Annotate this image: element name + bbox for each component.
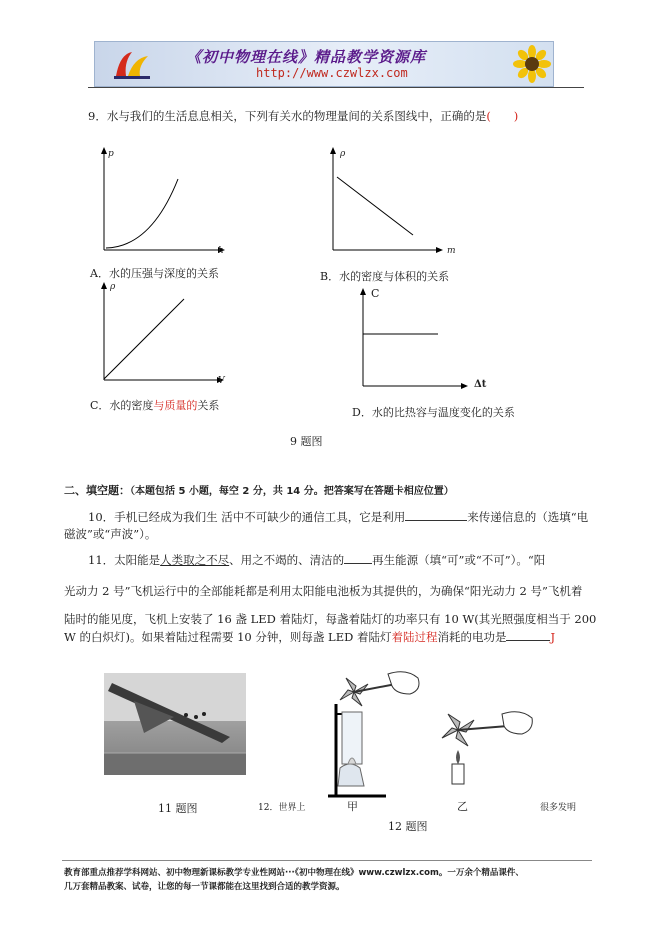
graph-a bbox=[96, 145, 226, 260]
header-url: http://www.czwlzx.com bbox=[256, 66, 408, 80]
question-11-unit: J bbox=[550, 630, 556, 644]
question-11-line-3: 陆时的能见度，飞机上安装了 16 盏 LED 着陆灯，每盏着陆灯的功率只有 10 W(其光照强度相当于 200 bbox=[64, 612, 597, 626]
graph-a-xlabel: h bbox=[218, 246, 224, 256]
header-title: 《初中物理在线》精品教学资源库 bbox=[186, 48, 427, 66]
graph-d-ylabel: C bbox=[371, 287, 380, 300]
figure-yi-label: 乙 bbox=[457, 800, 468, 813]
figure-jia-label: 甲 bbox=[347, 800, 358, 813]
graph-b-caption: B．水的密度与体积的关系 bbox=[320, 270, 450, 283]
graph-a-ylabel: p bbox=[108, 149, 114, 159]
question-10-blank[interactable] bbox=[405, 508, 467, 521]
solar-plane-icon bbox=[104, 673, 246, 775]
graph-a-caption: A．水的压强与深度的关系 bbox=[90, 267, 219, 280]
graph-b-ylabel: ρ bbox=[340, 149, 346, 159]
question-11-text-post: 再生能源（填“可”或“不可”）。“阳 bbox=[372, 553, 546, 567]
question-11-line-4-red: 着陆过程 bbox=[391, 630, 438, 644]
graph-c-caption-post: 关系 bbox=[197, 399, 220, 412]
figure-12-label: 12 题图 bbox=[388, 820, 428, 833]
question-11-line-4-pre: W 的白炽灯)。如果着陆过程需要 10 分钟，则每盏 LED 着陆灯 bbox=[64, 630, 392, 644]
solar-plane-photo bbox=[104, 673, 246, 775]
graph-c-caption-red: 与质量的 bbox=[153, 399, 198, 412]
question-11-line-4-post: 消耗的电功是 bbox=[437, 630, 507, 644]
question-11-line-4 bbox=[64, 628, 555, 645]
graph-d bbox=[358, 288, 474, 392]
sunflower-icon bbox=[512, 44, 552, 84]
question-11-line-2: 光动力 2 号”飞机运行中的全部能耗都是利用太阳能电池板为其提供的，为确保“阳光动力 2 号”飞机着 bbox=[64, 584, 583, 598]
section-2-desc: （本题包括 5 小题，每空 2 分，共 14 分。把答案写在答题卡相应位置） bbox=[130, 486, 454, 497]
question-12-start: 12．世界上 bbox=[258, 803, 306, 813]
section-2-title: 二、填空题： bbox=[64, 484, 130, 497]
graph-c bbox=[96, 282, 228, 386]
figure-11-label: 11 题图 bbox=[158, 802, 198, 815]
question-10-text-post: 来传递信息的（选填“电 bbox=[467, 510, 589, 524]
question-12-continued: 很多发明 bbox=[540, 803, 577, 813]
section-2-heading bbox=[64, 483, 454, 500]
footer-line-1: 教育部重点推荐学科网站、初中物理新课标教学专业性网站···《初中物理在线》www.czwlzx.com。一万余个精品课件、 bbox=[64, 868, 524, 878]
graph-d-caption: D．水的比热容与温度变化的关系 bbox=[352, 406, 515, 419]
footer-divider bbox=[62, 860, 592, 861]
graph-d-xlabel: Δt bbox=[474, 379, 487, 390]
experiment-jia-drawing bbox=[326, 664, 426, 800]
question-9 bbox=[88, 108, 518, 124]
question-10-text-pre: 10．手机已经成为我们生 活中不可缺少的通信工具，它是利用 bbox=[88, 510, 406, 524]
question-9-answer-paren: ( ) bbox=[486, 109, 519, 123]
question-10-line-1 bbox=[88, 508, 588, 525]
footer-line-2: 几万套精品教案、试卷，让您的每一节课都能在这里找到合适的教学资源。 bbox=[64, 882, 345, 892]
header-divider bbox=[88, 87, 584, 88]
graph-c-caption-pre: C．水的密度 bbox=[90, 399, 154, 412]
question-11-underlined: 人类取之不尽 bbox=[160, 553, 230, 567]
graph-b bbox=[327, 145, 447, 257]
graph-b-xlabel: m bbox=[447, 246, 456, 256]
graph-c-caption bbox=[90, 397, 219, 413]
question-11-blank-1[interactable] bbox=[344, 551, 372, 564]
question-10-line-2: 磁波”或“声波”）。 bbox=[64, 527, 157, 541]
question-11-text-mid: 、用之不竭的、清洁的 bbox=[229, 553, 345, 567]
question-9-text: 9．水与我们的生活息息相关，下列有关水的物理量间的关系图线中，正确的是 bbox=[88, 109, 487, 123]
graph-c-ylabel: ρ bbox=[110, 282, 116, 292]
experiment-yi-drawing bbox=[436, 700, 536, 786]
site-logo-icon bbox=[110, 46, 156, 82]
graph-c-xlabel: V bbox=[218, 376, 225, 386]
question-11-text-pre: 11．太阳能是 bbox=[88, 553, 161, 567]
question-11-line-1 bbox=[88, 551, 545, 568]
figure-9-label: 9 题图 bbox=[290, 435, 323, 448]
question-11-blank-2[interactable] bbox=[506, 628, 550, 641]
